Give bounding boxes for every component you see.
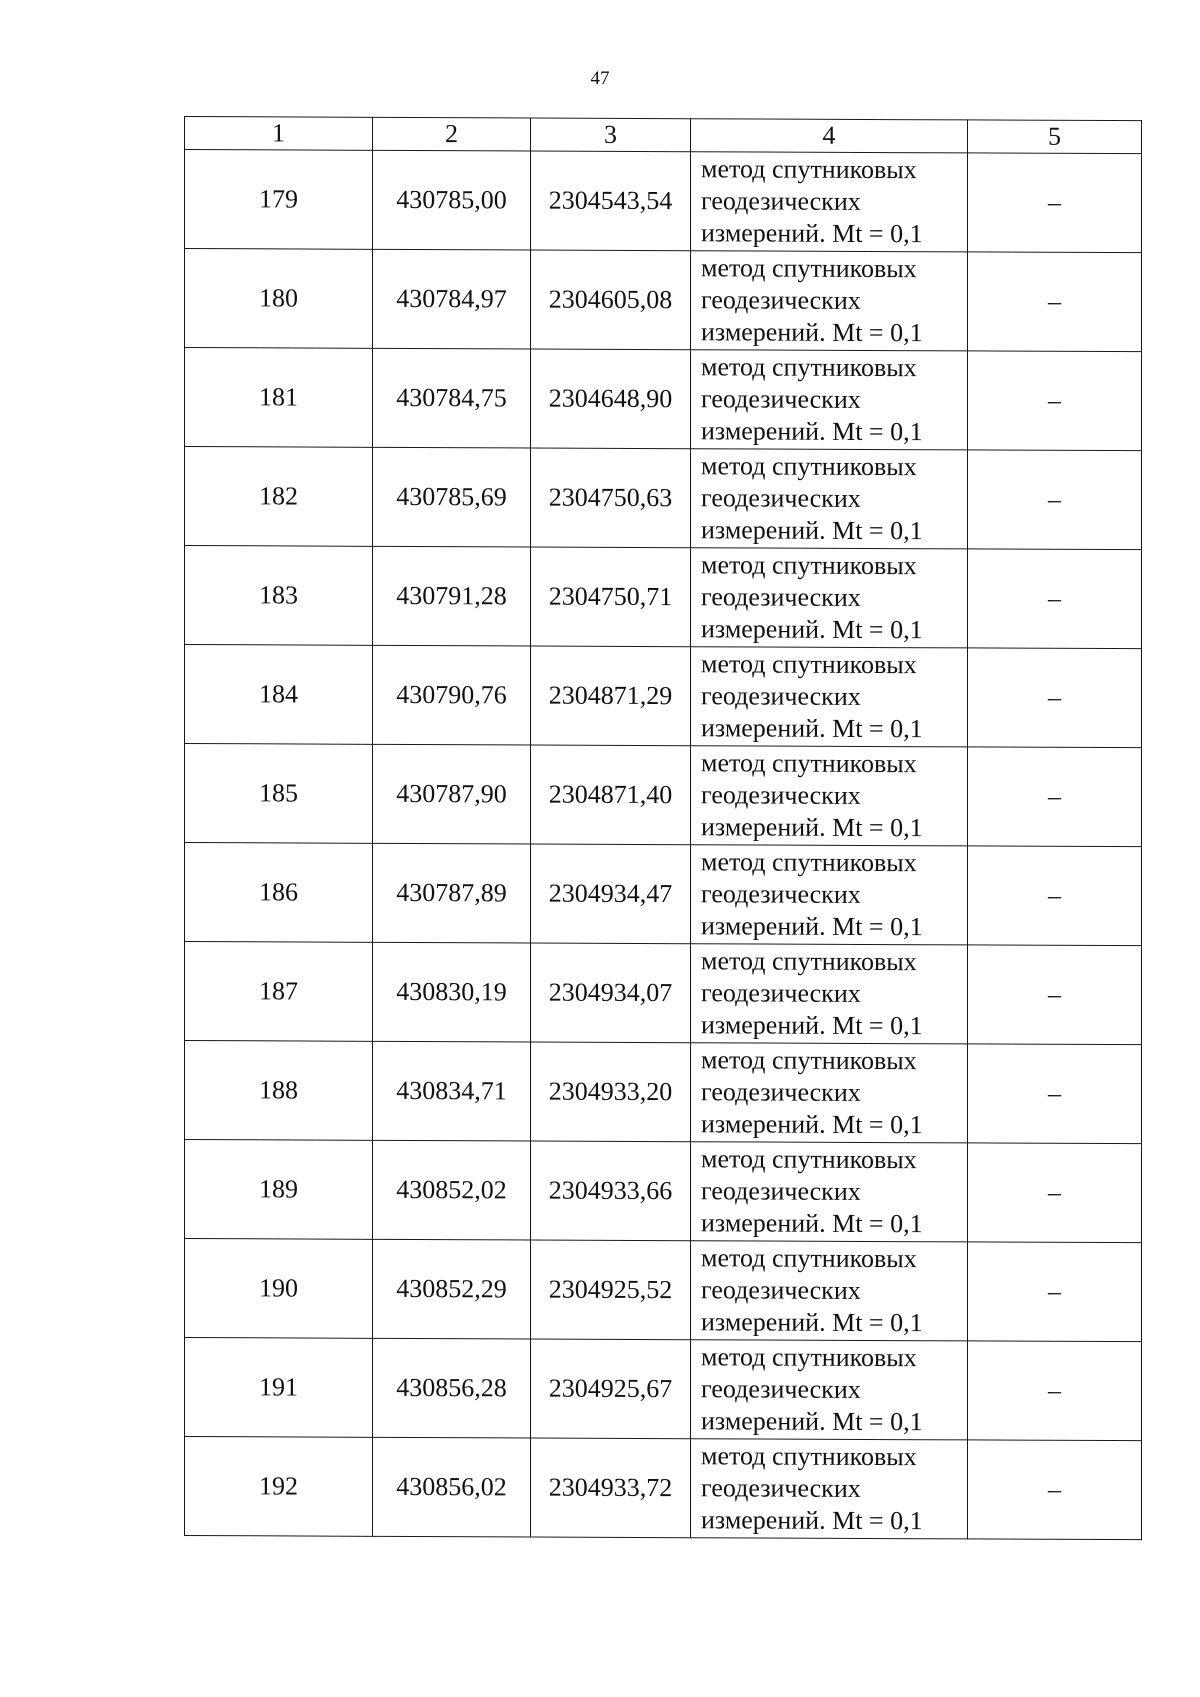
method-text-line: метод спутниковых	[701, 451, 917, 482]
method-cell	[691, 1142, 968, 1242]
note-cell: –	[968, 1143, 1142, 1243]
note-cell: –	[968, 846, 1142, 946]
page-number: 47	[590, 68, 610, 89]
method-text-line: измерений. Mt = 0,1	[701, 1307, 923, 1338]
method-text-line: геодезических	[701, 780, 861, 810]
method-text-line: измерений. Mt = 0,1	[701, 1109, 923, 1140]
method-text-line: геодезических	[701, 1077, 861, 1107]
note-cell: –	[968, 945, 1142, 1045]
note-cell: –	[968, 549, 1142, 649]
y-coordinate-cell: 2304871,29	[531, 646, 691, 746]
method-text-line: измерений. Mt = 0,1	[701, 812, 923, 843]
method-cell	[691, 1241, 968, 1341]
method-text-line: метод спутниковых	[701, 946, 917, 977]
note-cell: –	[968, 1440, 1142, 1540]
method-text-line: геодезических	[701, 1473, 861, 1503]
method-text-line: геодезических	[701, 1275, 861, 1305]
x-coordinate-cell: 430790,76	[373, 645, 531, 745]
method-cell	[691, 350, 968, 450]
method-cell	[691, 1340, 968, 1440]
point-number-cell: 183	[185, 546, 373, 646]
column-header-3: 3	[531, 118, 691, 152]
method-text-line: метод спутниковых	[701, 1342, 917, 1373]
column-header-4: 4	[691, 119, 968, 153]
method-text-line: геодезических	[701, 1374, 861, 1404]
y-coordinate-cell: 2304933,20	[531, 1042, 691, 1142]
method-text-line: измерений. Mt = 0,1	[701, 1406, 923, 1437]
method-text-line: измерений. Mt = 0,1	[701, 1505, 923, 1536]
column-header-2: 2	[373, 117, 531, 151]
note-cell: –	[968, 252, 1142, 352]
method-text-line: метод спутниковых	[701, 154, 917, 185]
point-number-cell: 187	[185, 942, 373, 1042]
method-text-line: измерений. Mt = 0,1	[701, 515, 923, 546]
point-number-cell: 184	[185, 645, 373, 745]
table-row	[185, 1437, 1142, 1540]
y-coordinate-cell: 2304750,63	[531, 448, 691, 548]
x-coordinate-cell: 430830,19	[373, 942, 531, 1042]
method-text-line: метод спутниковых	[701, 352, 917, 383]
method-text-line: метод спутниковых	[701, 1243, 917, 1274]
table-row	[185, 645, 1142, 748]
method-text-line: геодезических	[701, 384, 861, 414]
column-header-1: 1	[185, 117, 373, 151]
method-text-line: измерений. Mt = 0,1	[701, 416, 923, 447]
method-text-line: метод спутниковых	[701, 253, 917, 284]
method-cell	[691, 845, 968, 945]
table-row	[185, 150, 1142, 253]
x-coordinate-cell: 430787,90	[373, 744, 531, 844]
table-row	[185, 249, 1142, 352]
y-coordinate-cell: 2304934,07	[531, 943, 691, 1043]
y-coordinate-cell: 2304750,71	[531, 547, 691, 647]
method-text-line: измерений. Mt = 0,1	[701, 713, 923, 744]
note-cell: –	[968, 153, 1142, 253]
method-text-line: измерений. Mt = 0,1	[701, 317, 923, 348]
point-number-cell: 185	[185, 744, 373, 844]
method-text-line: измерений. Mt = 0,1	[701, 218, 923, 249]
x-coordinate-cell: 430856,28	[373, 1338, 531, 1438]
y-coordinate-cell: 2304543,54	[531, 151, 691, 251]
table-row	[185, 1338, 1142, 1441]
method-text-line: метод спутниковых	[701, 847, 917, 878]
point-number-cell: 180	[185, 249, 373, 349]
note-cell: –	[968, 1341, 1142, 1441]
note-cell: –	[968, 648, 1142, 748]
y-coordinate-cell: 2304933,66	[531, 1141, 691, 1241]
note-cell: –	[968, 351, 1142, 451]
point-number-cell: 186	[185, 843, 373, 943]
method-cell	[691, 746, 968, 846]
method-text-line: метод спутниковых	[701, 1441, 917, 1472]
method-text-line: измерений. Mt = 0,1	[701, 1208, 923, 1239]
y-coordinate-cell: 2304933,72	[531, 1438, 691, 1538]
point-number-cell: 179	[185, 150, 373, 250]
method-text-line: метод спутниковых	[701, 649, 917, 680]
table-row	[185, 942, 1142, 1045]
table-row	[185, 447, 1142, 550]
method-cell	[691, 1439, 968, 1539]
method-cell	[691, 152, 968, 252]
method-text-line: измерений. Mt = 0,1	[701, 1010, 923, 1041]
y-coordinate-cell: 2304871,40	[531, 745, 691, 845]
method-text-line: геодезических	[701, 186, 861, 216]
point-number-cell: 190	[185, 1239, 373, 1339]
table-row	[185, 744, 1142, 847]
table-row	[185, 546, 1142, 649]
point-number-cell: 182	[185, 447, 373, 547]
y-coordinate-cell: 2304925,67	[531, 1339, 691, 1439]
method-text-line: измерений. Mt = 0,1	[701, 614, 923, 645]
note-cell: –	[968, 1242, 1142, 1342]
table-header	[185, 117, 1142, 154]
x-coordinate-cell: 430784,97	[373, 249, 531, 349]
table-row	[185, 1041, 1142, 1144]
point-number-cell: 181	[185, 348, 373, 448]
x-coordinate-cell: 430785,00	[373, 150, 531, 250]
x-coordinate-cell: 430852,29	[373, 1239, 531, 1339]
table-row	[185, 1140, 1142, 1243]
method-text-line: метод спутниковых	[701, 748, 917, 779]
x-coordinate-cell: 430784,75	[373, 348, 531, 448]
method-text-line: геодезических	[701, 879, 861, 909]
x-coordinate-cell: 430856,02	[373, 1437, 531, 1537]
method-cell	[691, 449, 968, 549]
method-text-line: метод спутниковых	[701, 1144, 917, 1175]
note-cell: –	[968, 450, 1142, 550]
method-cell	[691, 548, 968, 648]
x-coordinate-cell: 430852,02	[373, 1140, 531, 1240]
method-cell	[691, 647, 968, 747]
method-text-line: геодезических	[701, 285, 861, 315]
method-cell	[691, 944, 968, 1044]
x-coordinate-cell: 430787,89	[373, 843, 531, 943]
note-cell: –	[968, 747, 1142, 847]
method-text-line: геодезических	[701, 483, 861, 513]
point-number-cell: 192	[185, 1437, 373, 1537]
x-coordinate-cell: 430785,69	[373, 447, 531, 547]
column-header-5: 5	[968, 120, 1142, 154]
y-coordinate-cell: 2304925,52	[531, 1240, 691, 1340]
y-coordinate-cell: 2304648,90	[531, 349, 691, 449]
y-coordinate-cell: 2304605,08	[531, 250, 691, 350]
note-cell: –	[968, 1044, 1142, 1144]
table-body	[185, 150, 1142, 1540]
method-text-line: геодезических	[701, 582, 861, 612]
point-number-cell: 189	[185, 1140, 373, 1240]
header-row	[185, 117, 1142, 154]
coordinates-table	[184, 116, 1142, 1540]
method-text-line: геодезических	[701, 681, 861, 711]
method-text-line: геодезических	[701, 1176, 861, 1206]
point-number-cell: 188	[185, 1041, 373, 1141]
y-coordinate-cell: 2304934,47	[531, 844, 691, 944]
table-row	[185, 348, 1142, 451]
x-coordinate-cell: 430791,28	[373, 546, 531, 646]
method-text-line: геодезических	[701, 978, 861, 1008]
point-number-cell: 191	[185, 1338, 373, 1438]
method-text-line: метод спутниковых	[701, 1045, 917, 1076]
method-cell	[691, 1043, 968, 1143]
table-row	[185, 1239, 1142, 1342]
method-text-line: измерений. Mt = 0,1	[701, 911, 923, 942]
x-coordinate-cell: 430834,71	[373, 1041, 531, 1141]
method-cell	[691, 251, 968, 351]
table-row	[185, 843, 1142, 946]
method-text-line: метод спутниковых	[701, 550, 917, 581]
